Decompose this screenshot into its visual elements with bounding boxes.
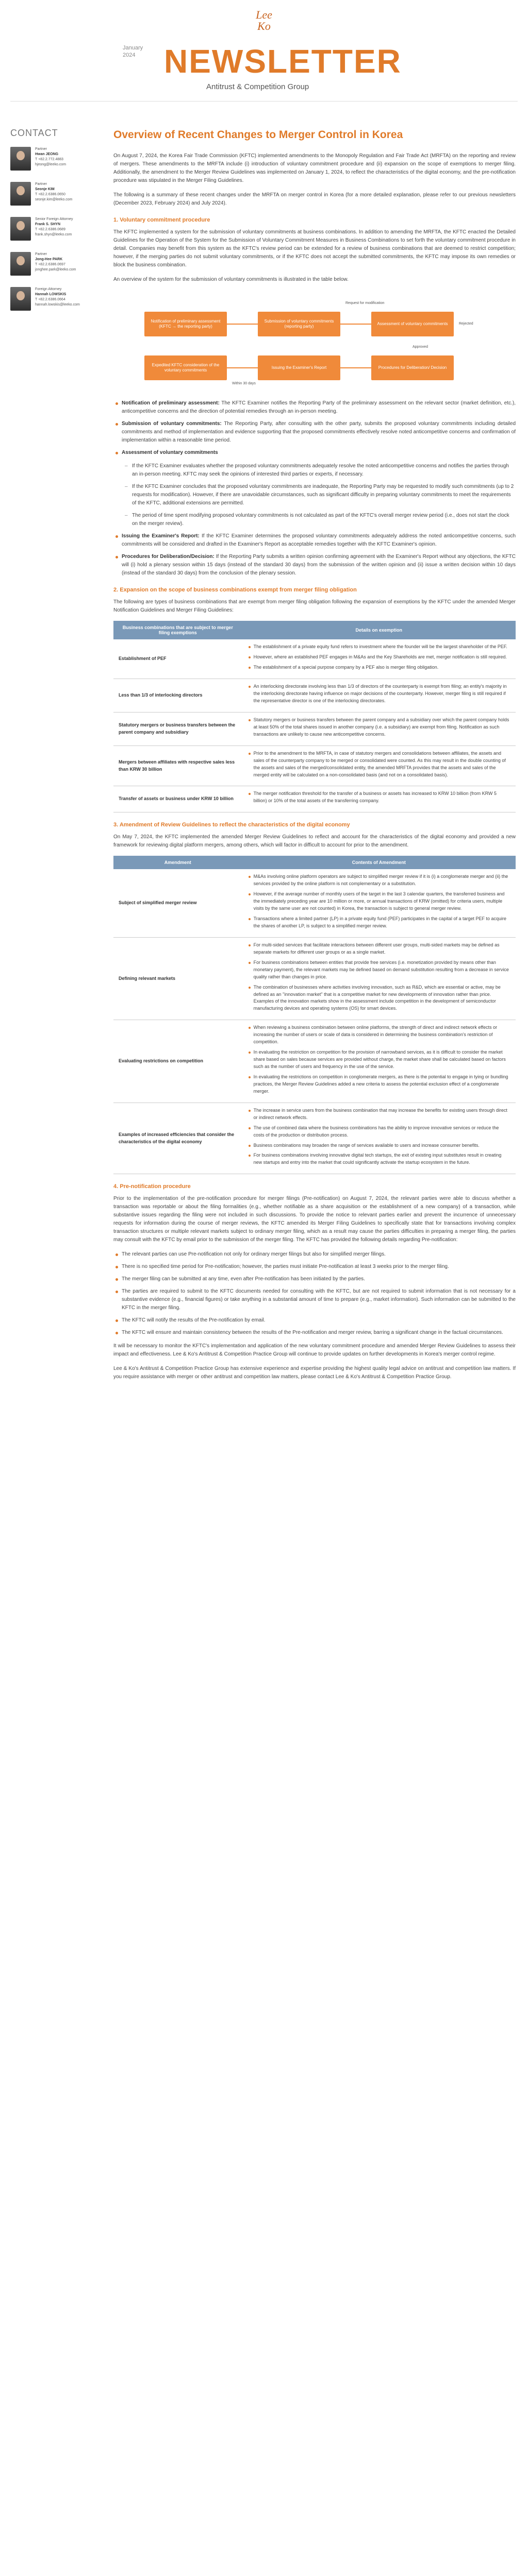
paragraph: On May 7, 2024, the KFTC implemented the amended Merger Review Guidelines to reflect and account for the characteristics of the digital economy and provided a new framework for reviewing digital platform mergers, among others, which will factor in difficult to account for prior to the amendment. — [113, 834, 516, 849]
contact-email-link[interactable]: hannah.lowskis@leeko.com — [35, 303, 80, 307]
flow-arrow — [227, 367, 258, 368]
header — [0, 0, 528, 124]
section-heading: 2. Expansion on the scope of business combinations exempt from merger filing obligation — [113, 587, 357, 594]
flow-arrow — [227, 324, 258, 325]
table-row: Defining relevant markets For multi-sided services that facilitate interactions between different user groups, multi-sided markets may be defined as separate markets for different user groups or as a single market. For business combinations between entities that provide free services (i.e. monetization provided by means other than monetary payment), the relevant markets may be defined based on demand substitution resulting from a decrease in service quality rather than changes in price. The combination of businesses where activities involving innovation, such as R&D, which are essential or active, may be defined as an "innovation market" that is a competitive market for new developments of innovation rather than price. Examples of the innovation markets show in the assessment include competition in the development of semiconductor manufacturing devices and operating systems (OS) for smart devices. — [113, 937, 516, 1020]
paragraph: The following are types of business combinations that are exempt from merger filing obligation following the expansion of exemptions by the KFTC under the amended Merger Notification Guidelines and Merger Filing Guidelines: — [113, 599, 516, 614]
paragraph: The KFTC implemented a system for the submission of voluntary commitments at business combinations. In addition to amending the MRFTA, the KFTC enacted the Detailed Guidelines for the Operation of the System for the Submission of Voluntary Commitment Measures in Business Combinations to set forth the voluntary commitment procedure in detail. Companies may benefit from this system as the KFTC's review period can be extended for a review of business combinations that are deemed to restrict competition; however, if the merging parties do not submit voluntary commitments, or if the KFTC does not accept the submitted commitments, the KFTC may impose its own remedies or block the business combination. — [113, 229, 516, 268]
list-item: – The period of time spent modifying proposed voluntary commitments is not calculated as part of the KFTC's overall merger review period (i.e., does not start the clock on the merger review). — [125, 512, 516, 528]
list-item: – If the KFTC Examiner evaluates whether the proposed voluntary commitments adequately resolve the noted anticompetitive concerns and notifies the parties through an in-person meeting. KFTC may seek the opinions of interested third parties or experts, if necessary. — [125, 462, 516, 479]
contact-person: Partner Jong-Hee PARK T +82.2.6386.0697 jonghee.park@leeko.com — [10, 252, 82, 276]
table-row: Establishment of PEF The establishment of a private equity fund refers to investment where the founder will be the largest shareholder of the PEF. However, where an established PEF engages in M&As and the Key Shareholds are met, merger notification is still required. The establishment of a special purpose company by a PEF also is merger filing obligation. — [113, 639, 516, 679]
amendment-table: Amendment Contents of Amendment Subject of simplified merger review M&As involving online platform operators are subject to simplified merger review if it is (i) a conglomerate merger and (ii) the services provided by the online platform is not complementary or a substitution. However, if the average number of monthly users of the target in the last 3 calendar quarters, the transferred business and the immediately preceding year are 10 million or more, or annual transactions of KRW (omitted) for criteria users, multiple visits by the same user are not counted) in Korea, the transaction is subject to general merger review. Transactions where a limited partner (LP) in a private equity fund (PEF) participates in the capital of a target PEF to acquire the shares of another LP, is subject to a simplified merger review. Defining relevant markets For multi-sided services that facilitate interactions between different user groups, multi-sided markets may be defined as separate markets for different user groups or as a single market. For business combinations between entities that provide free services (i.e. monetization provided by means other than monetary payment), the relevant markets may be defined based on demand substitution resulting from a decrease in service quality rather than changes in price. The combination of businesses where activities involving innovation, such as R&D, which are essential or active, may be defined as an "innovation market" that is a competitive market for new developments of innovation rather than price. Examples of the innovation markets show in the assessment include competition in the development of semiconductor manufacturing devices and operating systems (OS) for smart devices. Evaluating restrictions on competition When reviewing a business combination between online platforms, the strength of direct and indirect network effects or increasing the number of users or scale of data is considered in determining the business combination's restriction of competition. In evaluating the restriction on competition for the provision of narrowband services, as it is difficult to consider the market share based on sales because services are provided without charge, the market share shall be calculated based on factors such as the number of users and frequency in the use of the service. In evaluating the restrictions on competition in conglomerate mergers, as there is the potential to engage in tying or bundling practices, the Merger Review Guidelines added a new criteria to assess the potential exclusion effect of a conglomerate merger. Examples of increased efficiencies that consider the characteristics of the digital economy The increase in service users from the business combination that may increase the benefits for existing users through direct or indirect network effects. The use of combined data where the business combinations has the ability to improve innovative services or reduce the costs of the production or distribution process. Business combinations may broaden the range of services available to users and increase consumer benefits. For business combinations involving innovative digital tech startups, the exit of existing input substitutes result in creating new startups and entry into the market that could significantly activate the startup ecosystem in the future. — [113, 856, 516, 1174]
flow-step: Expedited KFTC consideration of the voluntary commitments — [144, 355, 227, 380]
list-item: The parties are required to submit to the KFTC documents needed for consulting with the KFTC, but are not required to submit information that is not necessary for a substantive evidence (e.g., financial figures) or take anything in a substantial amount of time to prepare (e.g., market information). Such information can be submitted to the KFTC in the merger filing. — [113, 1287, 516, 1312]
table-row: Statutory mergers or business transfers between the parent company and subsidiary Statutory mergers or business transfers between the parent company and a subsidiary over which the parent company holds at least 50% of the total shares issued in another company (i.e. a subsidiary) are exempt from filing. Notification as such transactions are unlikely to cause new anticompetitive concerns. — [113, 712, 516, 745]
exemptions-table: Business combinations that are subject to merger filing exemptions Details on exemption Establishment of PEF The establishment of a private equity fund refers to investment where the founder will be the largest shareholder of the PEF. However, where an established PEF engages in M&As and the Key Shareholds are met, merger notification is still required. The establishment of a special purpose company by a PEF also is merger filing obligation. Less than 1/3 of interlocking directors An interlocking directorate involving less than 1/3 of directors of the counterparty is exempt from filing; an entity's majority in the interlocking directorate having influence on major decisions of the counterparty. However, merger filing is still required if the representative director is one of the interlocking directorates. Statutory mergers or business transfers between the parent company and subsidiary Statutory mergers or business transfers between the parent company and a subsidiary over which the parent company holds at least 50% of the total shares issued in another company (i.e. a subsidiary) are exempt from filing. Notification as such transactions are unlikely to cause new anticompetitive concerns. Mergers between affiliates with respective sales less than KRW 30 billion Prior to the amendment to the MRFTA, in case of statutory mergers and consolidations between affiliates, the assets and sales of the counterparty company to be merged or consolidated were counted. As this may result in the double counting of the assets and sales of the merged/consolidated entity, the amended MRFTA provides that the assets and sales of the merged entity will be calculated on a non-consolidated basis (and not on a consolidated basis). Transfer of assets or business under KRW 10 billion The merger notification threshold for the transfer of a business or assets has increased to KRW 10 billion (from KRW 5 billion) or 10% of the total assets of the transferring company. — [113, 621, 516, 812]
avatar — [10, 147, 31, 171]
contact-email-link[interactable]: seonje.kim@leeko.com — [35, 198, 73, 202]
list-item: There is no specified time period for Pre-notification; however, the parties must initiate Pre-notification at least 3 weeks prior to the merger filing. — [113, 1263, 516, 1271]
paragraph: An overview of the system for the submission of voluntary commitments is illustrated in the table below. — [113, 277, 349, 283]
section-heading: 1. Voluntary commitment procedure — [113, 217, 210, 224]
list-item: The merger filing can be submitted at any time, even after Pre-notification has been initiated by the parties. — [113, 1275, 516, 1283]
flow-arrow — [340, 367, 371, 368]
edition-date: January 2024 — [123, 45, 143, 59]
commitment-flow-diagram — [113, 291, 516, 389]
contact-heading: CONTACT — [10, 128, 58, 138]
contact-email-link[interactable]: hjeong@leeko.com — [35, 163, 67, 167]
table-row: Evaluating restrictions on competition When reviewing a business combination between online platforms, the strength of direct and indirect network effects or increasing the number of users or scale of data is considered in determining the business combination's restriction of competition. In evaluating the restriction on competition for the provision of narrowband services, as it is difficult to consider the market share based on sales because services are provided without charge, the market share shall be calculated based on factors such as the number of users and frequency in the use of the service. In evaluating the restrictions on competition in conglomerate mergers, as there is the potential to engage in tying or bundling practices, the Merger Review Guidelines added a new criteria to assess the potential exclusion effect of a conglomerate merger. — [113, 1020, 516, 1103]
contact-person: Senior Foreign Attorney Frank S. SHYN T +82.2.6386.0689 frank.shyn@leeko.com — [10, 217, 82, 241]
contact-person: Partner Hwan JEONG T +82.2.772.4883 hjeong@leeko.com — [10, 147, 82, 171]
sub-list — [125, 462, 516, 528]
paragraph: Lee & Ko's Antitrust & Competition Practice Group has extensive experience and expertise providing the highest quality legal advice on antitrust and competition law matters. If you require assistance with merger or other antitrust and competition law matters, please contact Lee & Ko's Antitrust & Competition Practice Group. — [113, 1366, 516, 1380]
table-row: Mergers between affiliates with respective sales less than KRW 30 billion Prior to the amendment to the MRFTA, in case of statutory mergers and consolidations between affiliates, the assets and sales of the counterparty company to be merged or consolidated were counted. As this may result in the double counting of the assets and sales of the merged/consolidated entity, the amended MRFTA provides that the assets and sales of the merged entity will be calculated on a non-consolidated basis (and not on a consolidated basis). — [113, 745, 516, 786]
bullet-list — [113, 399, 516, 457]
avatar — [10, 182, 31, 206]
article-title: Overview of Recent Changes to Merger Control in Korea — [113, 129, 403, 141]
table-row: Subject of simplified merger review M&As involving online platform operators are subject to simplified merger review if it is (i) a conglomerate merger and (ii) the services provided by the online platform is not complementary or a substitution. However, if the average number of monthly users of the target in the last 3 calendar quarters, the transferred business and the immediately preceding year are 10 million or more, or annual transactions of KRW (omitted) for criteria users, multiple visits by the same user are not counted) in Korea, the transaction is subject to general merger review. Transactions where a limited partner (LP) in a private equity fund (PEF) participates in the capital of a target PEF to acquire the shares of another LP, is subject to a simplified merger review. — [113, 869, 516, 937]
list-item: Assessment of voluntary commitments — [113, 449, 516, 457]
flow-label: Request for modification — [345, 301, 385, 306]
list-item: The KFTC will ensure and maintain consistency between the results of the Pre-notification and merger review, barring a significant change in the factual circumstances. — [113, 1329, 516, 1337]
section-heading: 4. Pre-notification procedure — [113, 1183, 191, 1190]
avatar — [10, 217, 31, 241]
section-heading: 3. Amendment of Review Guidelines to reflect the characteristics of the digital economy — [113, 822, 350, 828]
contact-email-link[interactable]: frank.shyn@leeko.com — [35, 233, 72, 237]
flow-label: Rejected — [459, 322, 473, 326]
table-row: Examples of increased efficiencies that consider the characteristics of the digital economy The increase in service users from the business combination that may increase the benefits for existing users through direct or indirect network effects. The use of combined data where the business combinations has the ability to improve innovative services or reduce the costs of the production or distribution process. Business combinations may broaden the range of services available to users and increase consumer benefits. For business combinations involving innovative digital tech startups, the exit of existing input substitutes result in creating new startups and entry into the market that could significantly activate the startup ecosystem in the future. — [113, 1103, 516, 1174]
bullet-list — [113, 1250, 516, 1337]
list-item: Notification of preliminary assessment: The KFTC Examiner notifies the Reporting Party of the preliminary assessment on the relevant sector (market definition, etc.), anticompetitive concerns and the direction of potential remedies through an in-person meeting. — [113, 399, 516, 416]
list-item: – If the KFTC Examiner concludes that the proposed voluntary commitments are inadequate, the Reporting Party may be requested to modify such commitments (up to 2 requests for modification). However, if there are unavoidable circumstances, such as significant difficulty in preparing voluntary commitments to meet the requirements of the KFTC, additional extensions are permitted. — [125, 483, 516, 507]
intro-paragraph: On August 7, 2024, the Korea Fair Trade Commission (KFTC) implemented amendments to the Monopoly Regulation and Fair Trade Act (MRFTA) on the reporting and review of mergers. These amendments to the MRFTA include (i) introduction of voluntary commitment procedure and (ii) expansion on the scope of exemptions to merger filing. Additionally, the amendment to the Merger Review Guidelines was implemented on January 1, 2024, to reflect the characteristics of the digital economy, and the pre-notification procedure was stipulated in the Merger Filing Guidelines. — [113, 153, 516, 184]
paragraph: Prior to the implementation of the pre-notification procedure for merger filings (Pre-notification) on August 7, 2024, the relevant parties were able to discuss whether a transaction was reportable or about the filing formalities (e.g., whether notifiable as a share acquisition or the establishment of a new company) of a transaction, while substantive issues regarding the filing were not included in such discussions. To provide the notice to relevant parties earlier and prevent the incurrence of unnecessary requests for information during the course of merger reviews, the KFTC amended its Merger Filing Guidelines to specifically state that for transactions involving complex transaction structures or multiple relevant markets subject to ordinary merger filing, which as a result may cause the parties difficulties in preparing a merger filing, the parties may consult with the KFTC by email prior to the submission of the merger filing. The KFTC has provided the following details regarding Pre-notification: — [113, 1196, 516, 1243]
list-item: Issuing the Examiner's Report: If the KFTC Examiner determines the proposed voluntary commitments adequately address the noted anticompetitive concerns, such commitments will be considered and drafted in the Examiner's Report as acceptable remedies together with the KFTC Examiner's opinion. — [113, 532, 516, 549]
newsletter-title: NEWSLETTER — [164, 43, 402, 80]
table-row: Less than 1/3 of interlocking directors An interlocking directorate involving less than 1/3 of directors of the counterparty is exempt from filing; an entity's majority in the interlocking directorate having influence on major decisions of the counterparty. However, merger filing is still required if the representative director is one of the interlocking directorates. — [113, 679, 516, 713]
list-item: The KFTC will notify the results of the Pre-notification by email. — [113, 1316, 516, 1325]
lee-ko-logo: Lee Ko — [256, 8, 272, 32]
contact-sidebar — [10, 128, 82, 322]
flow-step: Issuing the Examiner's Report — [258, 355, 340, 380]
paragraph: It will be necessary to monitor the KFTC's implementation and application of the new voluntary commitment procedure and amended Merger Review Guidelines to assess their impact and effectiveness. Lee & Ko's Antitrust & Competition Practice Group will continue to provide updates on further developments in Korea's merger control regime. — [113, 1343, 516, 1358]
contact-person: Foreign Attorney Hannah LOWSKIS T +82.2.6386.0664 hannah.lowskis@leeko.com — [10, 287, 82, 311]
article — [113, 128, 516, 1387]
avatar — [10, 252, 31, 276]
flow-step: Notification of preliminary assessment (KFTC → the reporting party) — [144, 312, 227, 336]
flow-arrow — [340, 324, 371, 325]
bullet-list — [113, 532, 516, 578]
flow-step: Procedures for Deliberation/ Decision — [371, 355, 454, 380]
avatar — [10, 287, 31, 311]
contact-email-link[interactable]: jonghee.park@leeko.com — [35, 268, 76, 272]
flow-label: Within 30 days — [232, 382, 256, 386]
practice-group-subtitle: Antitrust & Competition Group — [206, 82, 309, 91]
contact-person: Partner Seonje KIM T +82.2.6386.0650 seonje.kim@leeko.com — [10, 182, 82, 206]
list-item: Submission of voluntary commitments: The Reporting Party, after consulting with the other party, submits the proposed voluntary commitments including detailed commitments and method of implementation and evidence supporting that the proposed commitments effectively resolve noted anticompetitive concerns and confirmation of implementation within a reasonable time period. — [113, 420, 516, 445]
flow-label: Approved — [412, 345, 428, 349]
flow-step: Assessment of voluntary commitments — [371, 312, 454, 336]
list-item: Procedures for Deliberation/Decision: If the Reporting Party submits a written opinion confirming agreement with the Examiner's Report without any objections, the KFTC will (i) hold a plenary session within 15 days (instead of the standard 30 days) from the submission of the written opinion and (ii) issue a written decision within 10 days (instead of the standard 30 days) from the conclusion of the plenary session. — [113, 553, 516, 578]
flow-step: Submission of voluntary commitments (reporting party) — [258, 312, 340, 336]
list-item: The relevant parties can use Pre-notification not only for ordinary merger filings but also for simplified merger filings. — [113, 1250, 516, 1259]
table-row: Transfer of assets or business under KRW 10 billion The merger notification threshold for the transfer of a business or assets has increased to KRW 10 billion (from KRW 5 billion) or 10% of the total assets of the transferring company. — [113, 786, 516, 812]
intro-paragraph: The following is a summary of these recent changes under the MRFTA on merger control in Korea (for a more detailed explanation, please refer to our previous newsletters (December 2023, February 2024) and July 2024). — [113, 192, 516, 207]
